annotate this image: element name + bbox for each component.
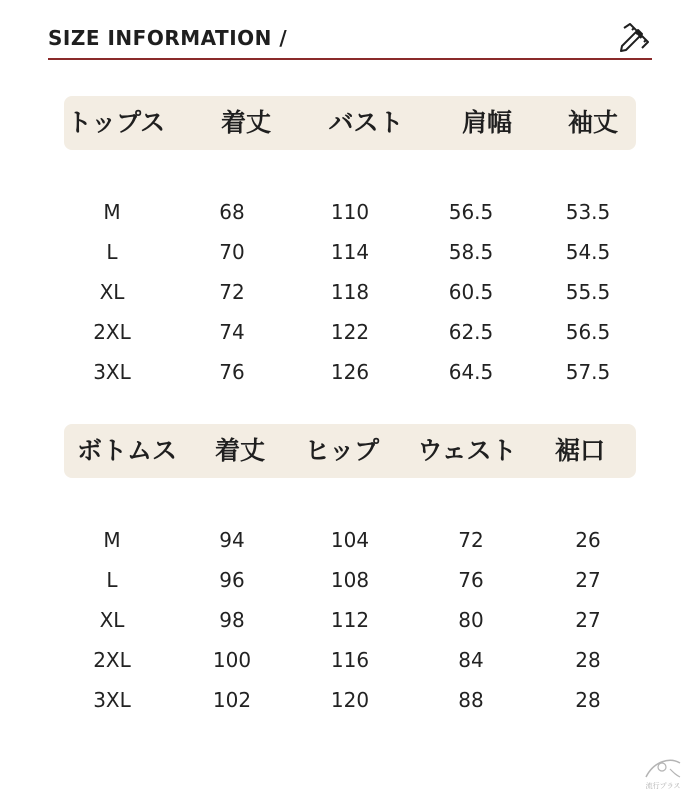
size-cell: XL [99,280,125,304]
length-cell: 102 [212,688,252,712]
tops-header-sleeve: 袖丈 [567,108,619,137]
hem-cell: 28 [575,648,601,672]
table-row [64,272,636,312]
pencil-ruler-icon [618,22,650,54]
shoulder-cell: 56.5 [448,200,494,224]
hem-cell: 28 [575,688,601,712]
bottoms-header-category: ボトムス [76,436,178,465]
table-row [64,312,636,352]
table-row [64,680,636,720]
bottoms-header-band [64,424,636,478]
header-divider [48,58,652,60]
logo-watermark [640,755,686,791]
length-cell: 100 [212,648,252,672]
size-cell: 3XL [93,688,131,712]
length-cell: 96 [219,568,245,592]
watermark-text: 流行プラス [645,782,681,790]
hip-cell: 104 [330,528,370,552]
shoulder-cell: 60.5 [448,280,494,304]
hip-cell: 108 [330,568,370,592]
sleeve-cell: 55.5 [565,280,611,304]
sleeve-cell: 57.5 [565,360,611,384]
shoulder-cell: 64.5 [448,360,494,384]
hip-cell: 116 [330,648,370,672]
tops-header-bust: バスト [328,108,404,137]
size-cell: L [106,568,118,592]
length-cell: 94 [219,528,245,552]
bust-cell: 118 [330,280,370,304]
waist-cell: 88 [458,688,484,712]
hip-cell: 120 [330,688,370,712]
bust-cell: 122 [330,320,370,344]
bust-cell: 126 [330,360,370,384]
tops-rows [64,192,636,392]
length-cell: 68 [219,200,245,224]
bottoms-header-hem: 裾口 [554,436,606,465]
length-cell: 76 [219,360,245,384]
table-row [64,600,636,640]
shoulder-cell: 62.5 [448,320,494,344]
page-title: SIZE INFORMATION / [48,26,288,50]
length-cell: 98 [219,608,245,632]
waist-cell: 76 [458,568,484,592]
size-cell: L [106,240,118,264]
waist-cell: 80 [458,608,484,632]
bust-cell: 110 [330,200,370,224]
hip-cell: 112 [330,608,370,632]
tops-header-shoulder: 肩幅 [461,108,513,137]
hem-cell: 26 [575,528,601,552]
sleeve-cell: 56.5 [565,320,611,344]
table-row [64,520,636,560]
size-cell: XL [99,608,125,632]
bottoms-rows [64,520,636,720]
size-cell: 3XL [93,360,131,384]
bust-cell: 114 [330,240,370,264]
watermark-emblem-icon [640,755,686,781]
size-cell: M [103,528,121,552]
sleeve-cell: 54.5 [565,240,611,264]
table-row [64,192,636,232]
size-cell: 2XL [93,320,131,344]
shoulder-cell: 58.5 [448,240,494,264]
sleeve-cell: 53.5 [565,200,611,224]
hem-cell: 27 [575,608,601,632]
size-cell: 2XL [93,648,131,672]
table-row [64,560,636,600]
length-cell: 74 [219,320,245,344]
tops-header-band [64,96,636,150]
bottoms-header-length: 着丈 [214,436,266,465]
bottoms-header-hip: ヒップ [304,436,380,465]
table-row [64,640,636,680]
length-cell: 70 [219,240,245,264]
tops-header-length: 着丈 [220,108,272,137]
table-row [64,352,636,392]
waist-cell: 72 [458,528,484,552]
length-cell: 72 [219,280,245,304]
hem-cell: 27 [575,568,601,592]
waist-cell: 84 [458,648,484,672]
page-header [48,22,652,62]
size-cell: M [103,200,121,224]
bottoms-header-waist: ウェスト [417,436,517,465]
table-row [64,232,636,272]
tops-header-category: トップス [66,108,166,137]
